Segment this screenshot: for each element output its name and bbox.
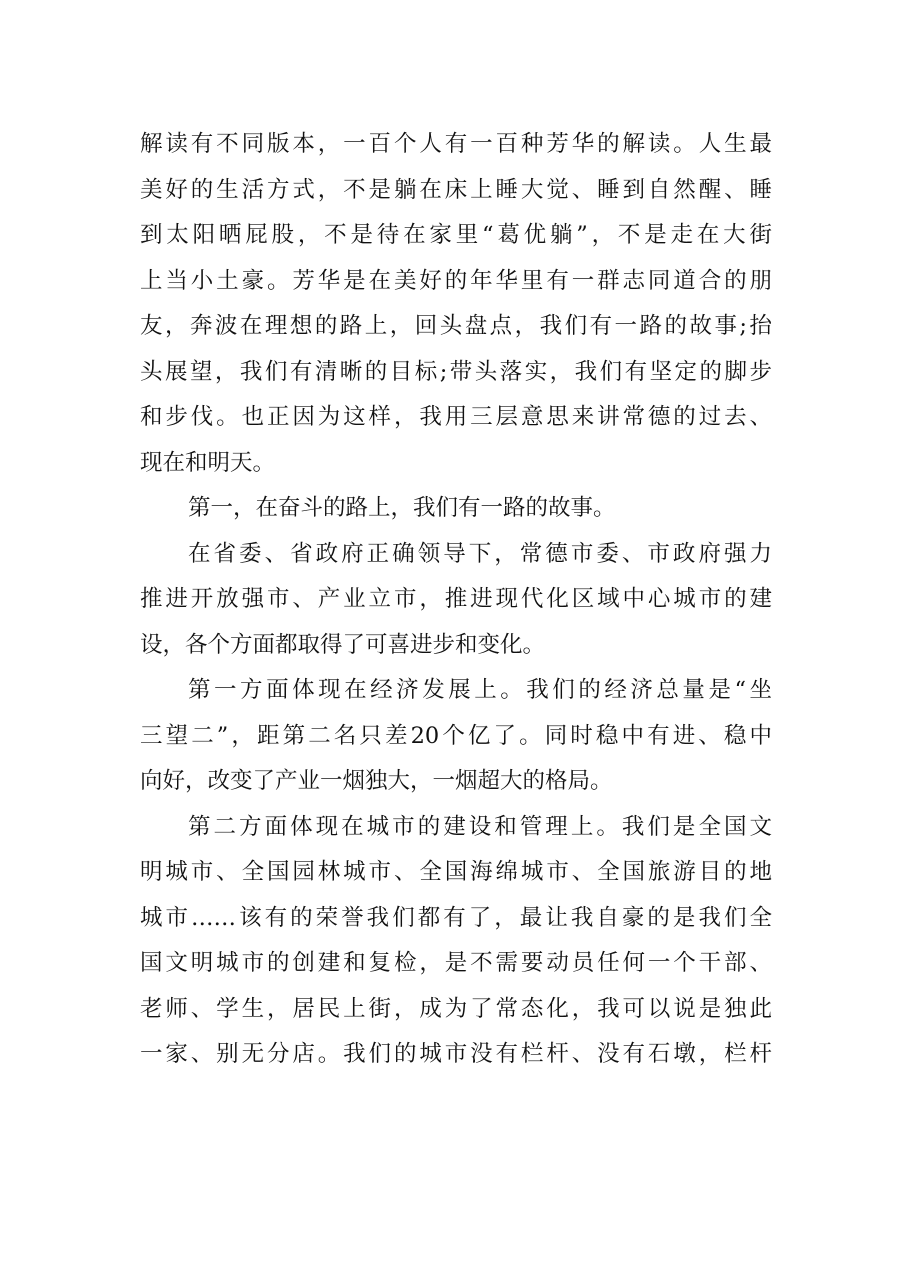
text-line: 上当小土豪。芳华是在美好的年华里有一群志同道合的朋 — [140, 267, 772, 294]
text-line: 设，各个方面都取得了可喜进步和变化。 — [140, 631, 546, 658]
text-line: 到太阳晒屁股，不是待在家里“葛优躺”，不是走在大街 — [140, 222, 772, 248]
text-line: 和步伐。也正因为这样，我用三层意思来讲常德的过去、 — [140, 404, 772, 430]
text-line: 老师、学生，居民上街，成为了常态化，我可以说是独此 — [140, 995, 772, 1022]
text-line: 友，奔波在理想的路上，回头盘点，我们有一路的故事;抬 — [140, 313, 772, 339]
text-line: 现在和明天。 — [140, 449, 276, 476]
text-line: 头展望，我们有清晰的目标;带头落实，我们有坚定的脚步 — [140, 358, 772, 385]
text-line: 城市……该有的荣誉我们都有了，最让我自豪的是我们全 — [140, 904, 772, 931]
text-line: 三望二”，距第二名只差20个亿了。同时稳中有进、稳中 — [140, 722, 772, 749]
text-line: 推进开放强市、产业立市，推进现代化区域中心城市的建 — [140, 586, 772, 612]
text-line: 国文明城市的创建和复检，是不需要动员任何一个干部、 — [140, 950, 772, 976]
text-line: 美好的生活方式，不是躺在床上睡大觉、睡到自然醒、睡 — [140, 176, 772, 203]
text-line: 明城市、全国园林城市、全国海绵城市、全国旅游目的地 — [140, 859, 772, 885]
text-line: 在省委、省政府正确领导下，常德市委、市政府强力 — [188, 540, 772, 567]
text-line: 解读有不同版本，一百个人有一百种芳华的解读。人生最 — [140, 131, 772, 157]
text-line: 向好，改变了产业一烟独大，一烟超大的格局。 — [140, 768, 613, 794]
text-line: 一家、别无分店。我们的城市没有栏杆、没有石墩，栏杆 — [140, 1041, 772, 1067]
text-line: 第二方面体现在城市的建设和管理上。我们是全国文 — [188, 813, 772, 840]
text-line: 第一方面体现在经济发展上。我们的经济总量是“坐 — [188, 677, 772, 703]
document-body — [140, 122, 772, 1078]
section-heading: 第一，在奋斗的路上，我们有一路的故事。 — [188, 495, 616, 521]
